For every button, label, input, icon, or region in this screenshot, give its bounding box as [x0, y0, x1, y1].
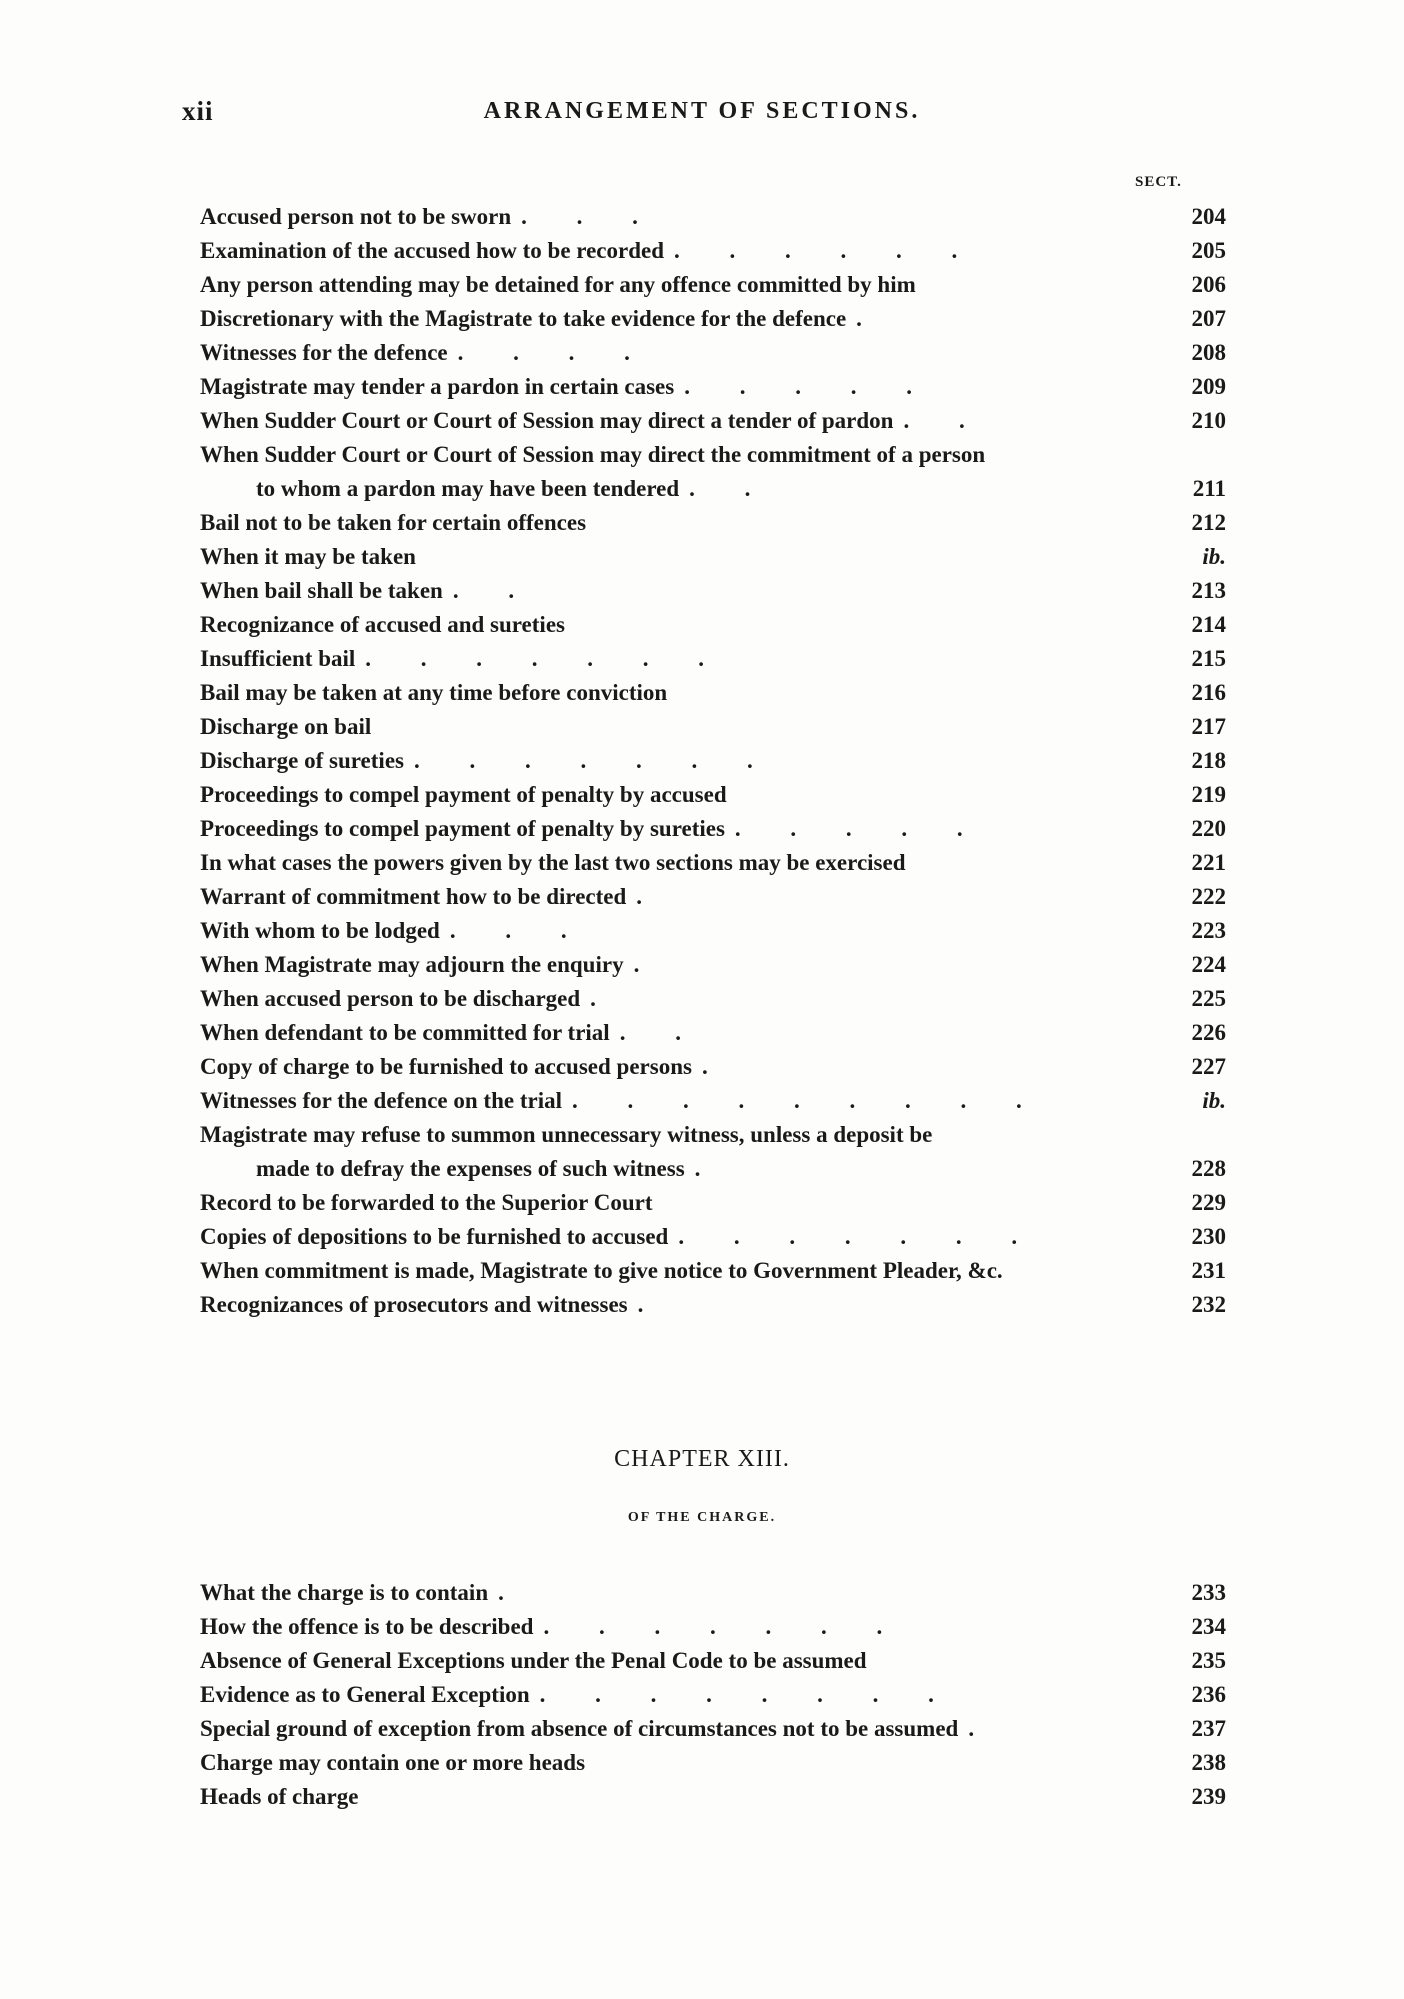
section-entry	[200, 1576, 1226, 1610]
section-entry	[200, 540, 1226, 574]
section-entry-text-continued-label: to whom a pardon may have been tendered	[256, 476, 680, 501]
section-entry-text: When Sudder Court or Court of Session may direct a tender of pardon	[200, 408, 894, 433]
dot-leader: . . .	[449, 918, 589, 943]
section-number: 232	[1191, 1292, 1226, 1317]
section-entry-text: Bail may be taken at any time before conviction	[200, 680, 668, 705]
chapter-subtitle: OF THE CHARGE.	[627, 1510, 777, 1525]
section-entry-text: Absence of General Exceptions under the Penal Code to be assumed	[200, 1648, 867, 1673]
section-entry-text: How the offence is to be described	[200, 1614, 534, 1639]
section-number: 237	[1191, 1716, 1226, 1741]
section-entry-text-continued	[200, 1152, 1156, 1186]
section-entry	[200, 1678, 1226, 1712]
section-number: 230	[1191, 1224, 1226, 1249]
dot-leader: .	[636, 884, 665, 909]
section-entry-text: When defendant to be committed for trial	[200, 1020, 610, 1045]
dot-leader: .	[637, 1292, 666, 1317]
section-entry	[200, 268, 1226, 302]
section-entry	[200, 302, 1226, 336]
section-number: ib.	[1202, 1088, 1226, 1113]
section-entry-text: When Sudder Court or Court of Session may direct the commitment of a person	[200, 442, 986, 467]
dot-leader: . . . . .	[734, 816, 985, 841]
dot-leader: . . .	[521, 204, 660, 229]
dot-leader: .	[701, 1054, 730, 1079]
dot-leader: .	[498, 1580, 526, 1605]
page-number: xii	[182, 96, 214, 126]
section-entry-text: Discharge on bail	[200, 714, 372, 739]
section-entry	[200, 914, 1226, 948]
section-entry	[200, 1610, 1226, 1644]
section-entry-text: Recognizance of accused and sureties	[200, 612, 565, 637]
section-entry-text: When it may be taken	[200, 544, 416, 569]
section-entry-text: Examination of the accused how to be recorded	[200, 238, 665, 263]
section-entry-text: Insufficient bail	[200, 646, 356, 671]
section-number: 224	[1191, 952, 1226, 977]
section-number: 212	[1191, 510, 1226, 535]
section-entry	[200, 982, 1226, 1016]
section-entry	[200, 812, 1226, 846]
section-entry-text: Bail not to be taken for certain offences	[200, 510, 587, 535]
dot-leader: . . . . . . .	[678, 1224, 1040, 1249]
section-entry	[200, 370, 1226, 404]
dot-leader: . .	[619, 1020, 703, 1045]
section-number: 235	[1191, 1648, 1226, 1673]
dot-leader: . . . . . . .	[543, 1614, 905, 1639]
section-number: 227	[1191, 1054, 1226, 1079]
dot-leader: . . . .	[457, 340, 652, 365]
section-entry	[200, 1288, 1226, 1322]
section-number: 208	[1191, 340, 1226, 365]
section-entry-text: Accused person not to be sworn	[200, 204, 512, 229]
section-entry	[200, 506, 1226, 540]
section-column-label: SECT.	[1135, 174, 1182, 190]
dot-leader: .	[633, 952, 662, 977]
section-entry	[200, 676, 1226, 710]
section-entry-text: Magistrate may tender a pardon in certain cases	[200, 374, 675, 399]
dot-leader: . . . . . . .	[413, 748, 775, 773]
section-number: 211	[1192, 476, 1226, 501]
dot-leader: . . . . .	[684, 374, 934, 399]
running-head: ARRANGEMENT OF SECTIONS.	[483, 98, 921, 124]
section-entry	[200, 846, 1226, 880]
section-entry-text: Charge may contain one or more heads	[200, 1750, 586, 1775]
section-number: 218	[1191, 748, 1226, 773]
dot-leader: . . . . . . . . .	[571, 1088, 1044, 1113]
section-entry-text: In what cases the powers given by the last two sections may be exercised	[200, 850, 906, 875]
dot-leader: . .	[689, 476, 773, 501]
section-entry-text: Proceedings to compel payment of penalty by sureties	[200, 816, 725, 841]
section-entry	[200, 1254, 1226, 1288]
section-entry	[200, 744, 1226, 778]
section-number: 220	[1191, 816, 1226, 841]
section-number: 209	[1191, 374, 1226, 399]
section-entry-text: When accused person to be discharged	[200, 986, 581, 1011]
section-entry-text: Proceedings to compel payment of penalty by accused	[200, 782, 727, 807]
section-number: 233	[1191, 1580, 1226, 1605]
dot-leader: . .	[903, 408, 987, 433]
section-number: 219	[1191, 782, 1226, 807]
section-entry	[200, 1016, 1226, 1050]
section-number: 222	[1191, 884, 1226, 909]
section-entry-text: Magistrate may refuse to summon unnecessary witness, unless a deposit be	[200, 1122, 933, 1147]
section-number: 206	[1191, 272, 1226, 297]
section-number: 236	[1191, 1682, 1226, 1707]
section-entry	[200, 1118, 1226, 1186]
section-entry-text-continued-label: made to defray the expenses of such witness	[256, 1156, 685, 1181]
dot-leader: .	[856, 306, 884, 331]
section-entry-text: Discharge of sureties	[200, 748, 404, 773]
section-entry-text: With whom to be lodged	[200, 918, 440, 943]
section-number: 223	[1191, 918, 1226, 943]
section-entry	[200, 948, 1226, 982]
section-number: 234	[1191, 1614, 1226, 1639]
section-entry	[200, 710, 1226, 744]
section-entry-text: Recognizances of prosecutors and witnesses	[200, 1292, 628, 1317]
section-entry-text: Heads of charge	[200, 1784, 359, 1809]
section-entry	[200, 880, 1226, 914]
section-number: 217	[1191, 714, 1226, 739]
section-number: 221	[1191, 850, 1226, 875]
section-entry-text: When bail shall be taken	[200, 578, 443, 603]
section-entry	[200, 1644, 1226, 1678]
section-entry	[200, 1746, 1226, 1780]
section-entry	[200, 404, 1226, 438]
section-number: 239	[1191, 1784, 1226, 1809]
section-entry	[200, 778, 1226, 812]
dot-leader: . .	[452, 578, 537, 603]
section-entry	[200, 1780, 1226, 1814]
section-number: 229	[1191, 1190, 1226, 1215]
section-entry-text: What the charge is to contain	[200, 1580, 489, 1605]
section-entry	[200, 1084, 1226, 1118]
section-entry	[200, 608, 1226, 642]
section-entry-text: When commitment is made, Magistrate to give notice to Government Pleader, &c.	[200, 1258, 1003, 1283]
section-entry	[200, 200, 1226, 234]
section-entry	[200, 1220, 1226, 1254]
section-number: 215	[1191, 646, 1226, 671]
section-number: 204	[1191, 204, 1226, 229]
dot-leader: .	[968, 1716, 997, 1741]
dot-leader: . . . . . . .	[365, 646, 727, 671]
section-entry-text: Evidence as to General Exception	[200, 1682, 530, 1707]
section-entry-text: Witnesses for the defence on the trial	[200, 1088, 562, 1113]
section-number: 228	[1191, 1156, 1226, 1181]
section-entry	[200, 336, 1226, 370]
section-entry	[200, 234, 1226, 268]
section-entry	[200, 1050, 1226, 1084]
section-entry	[200, 642, 1226, 676]
section-entry-text: Discretionary with the Magistrate to take evidence for the defence	[200, 306, 847, 331]
section-entry-text: When Magistrate may adjourn the enquiry	[200, 952, 624, 977]
section-entry	[200, 1712, 1226, 1746]
section-number: 213	[1191, 578, 1226, 603]
section-number: 205	[1191, 238, 1226, 263]
section-entry-text: Any person attending may be detained for any offence committed by him	[200, 272, 916, 297]
section-entry-text: Special ground of exception from absence of circumstances not to be assumed	[200, 1716, 959, 1741]
section-number: 226	[1191, 1020, 1226, 1045]
section-number: 214	[1191, 612, 1226, 637]
section-entry-text: Copies of depositions to be furnished to accused	[200, 1224, 669, 1249]
dot-leader: .	[590, 986, 618, 1011]
section-list	[200, 200, 1226, 1322]
section-number: ib.	[1202, 544, 1226, 569]
section-entry-text: Witnesses for the defence	[200, 340, 448, 365]
section-entry	[200, 1186, 1226, 1220]
section-entry-text-continued	[200, 472, 1156, 506]
chapter-section-list	[200, 1576, 1226, 1814]
section-number: 216	[1191, 680, 1226, 705]
section-entry-text: Warrant of commitment how to be directed	[200, 884, 627, 909]
section-entry-text: Copy of charge to be furnished to accused persons	[200, 1054, 692, 1079]
dot-leader: . . . . . . . .	[539, 1682, 956, 1707]
section-number: 210	[1191, 408, 1226, 433]
section-number: 225	[1191, 986, 1226, 1011]
dot-leader: .	[694, 1156, 723, 1181]
section-number: 231	[1191, 1258, 1226, 1283]
section-entry-text: Record to be forwarded to the Superior Court	[200, 1190, 653, 1215]
section-number: 238	[1191, 1750, 1226, 1775]
section-entry	[200, 574, 1226, 608]
chapter-title: CHAPTER XIII.	[614, 1446, 790, 1472]
section-entry	[200, 438, 1226, 506]
dot-leader: . . . . . .	[674, 238, 980, 263]
section-number: 207	[1191, 306, 1226, 331]
